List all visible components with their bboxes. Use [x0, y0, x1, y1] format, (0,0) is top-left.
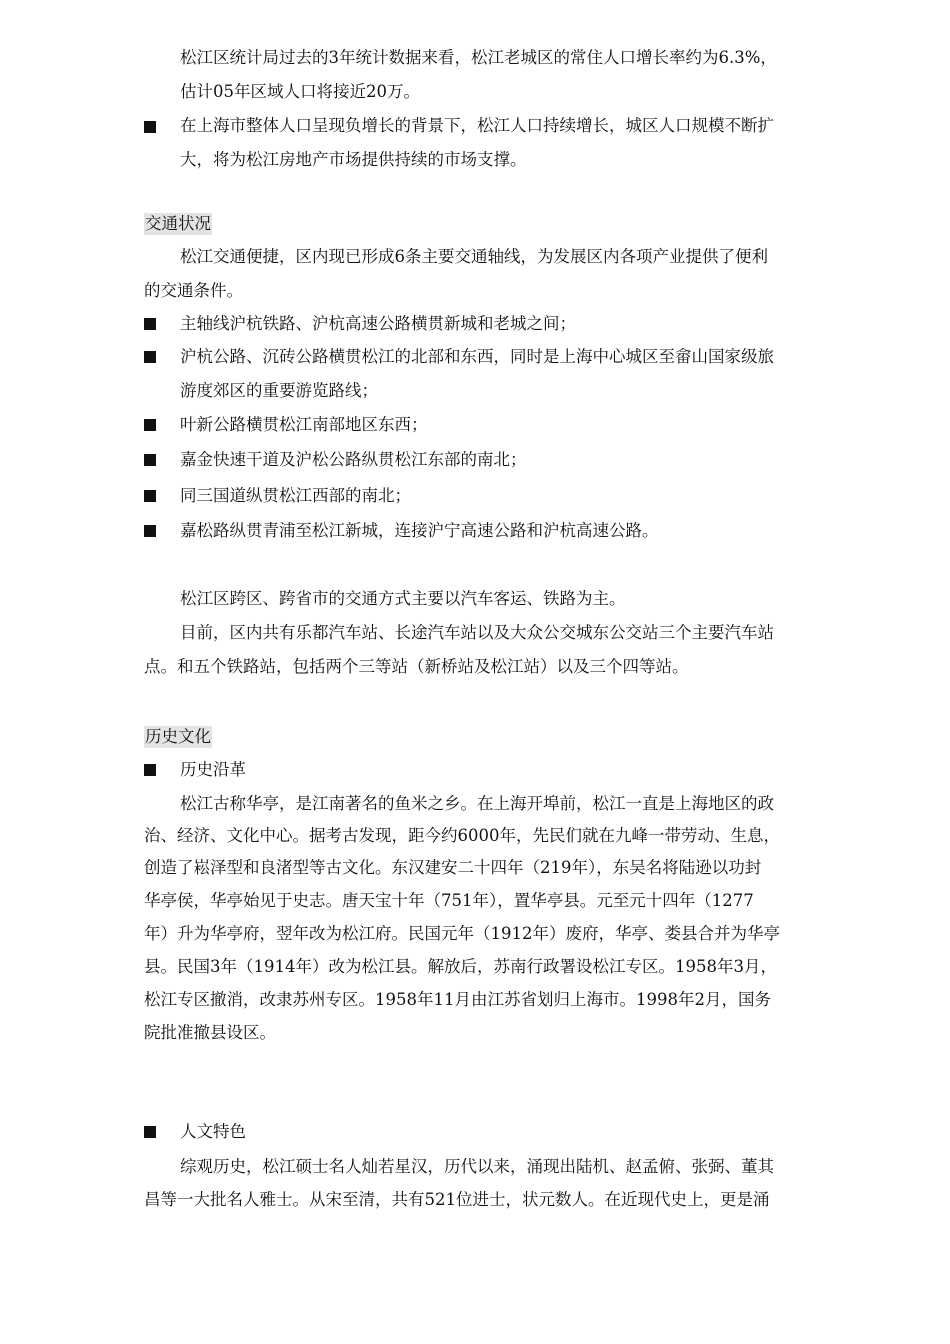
bullet-square-icon — [144, 764, 156, 776]
history-evolution-line-2: 治、经济、文化中心。据考古发现，距今约6000年，先民们就在九峰一带劳动、生息， — [144, 826, 780, 845]
bullet-square-icon — [144, 525, 156, 537]
history-evolution-line-7: 松江专区撤消，改隶苏州专区。1958年11月由江苏省划归上海市。1998年2月，国务 — [144, 990, 771, 1009]
traffic-para-2-line-1: 目前，区内共有乐都汽车站、长途汽车站以及大众公交城东公交站三个主要汽车站 — [180, 623, 774, 642]
history-evolution-line-4: 华亭侯，华亭始见于史志。唐天宝十年（751年），置华亭县。元至元十四年（1277 — [144, 891, 754, 910]
history-subheading-evolution: 历史沿革 — [180, 760, 246, 779]
bullet-square-icon — [144, 318, 156, 330]
traffic-bullet-2-cont: 游度郊区的重要游览路线； — [180, 381, 378, 400]
history-evolution-line-3: 创造了崧泽型和良渚型等古文化。东汉建安二十四年（219年），东吴名将陆逊以功封 — [144, 858, 762, 877]
history-evolution-line-8: 院批准撤县设区。 — [144, 1023, 276, 1042]
traffic-bullet-4: 嘉金快速干道及沪松公路纵贯松江东部的南北； — [180, 450, 527, 469]
traffic-bullet-6: 嘉松路纵贯青浦至松江新城，连接沪宁高速公路和沪杭高速公路。 — [180, 521, 659, 540]
traffic-para-2-line-2: 点。和五个铁路站，包括两个三等站（新桥站及松江站）以及三个四等站。 — [144, 657, 689, 676]
traffic-bullet-1: 主轴线沪杭铁路、沪杭高速公路横贯新城和老城之间； — [180, 314, 576, 333]
bullet-square-icon — [144, 1126, 156, 1138]
bullet-square-icon — [144, 490, 156, 502]
population-text-line-1: 松江区统计局过去的3年统计数据来看，松江老城区的常住人口增长率约为6.3%， — [180, 48, 777, 67]
history-culture-line-2: 昌等一大批名人雅士。从宋至清，共有521位进士，状元数人。在近现代史上，更是涌 — [144, 1190, 770, 1209]
section-heading-history: 历史文化 — [145, 727, 211, 746]
bullet-square-icon — [144, 454, 156, 466]
traffic-para-1: 松江区跨区、跨省市的交通方式主要以汽车客运、铁路为主。 — [180, 589, 626, 608]
traffic-intro-line-1: 松江交通便捷，区内现已形成6条主要交通轴线，为发展区内各项产业提供了便利 — [180, 247, 768, 266]
bullet-square-icon — [144, 351, 156, 363]
history-culture-line-1: 综观历史，松江硕士名人灿若星汉，历代以来，涌现出陆机、赵孟俯、张弼、董其 — [180, 1157, 774, 1176]
section-heading-traffic: 交通状况 — [145, 214, 211, 233]
bullet-square-icon — [144, 121, 156, 133]
traffic-bullet-3: 叶新公路横贯松江南部地区东西； — [180, 415, 428, 434]
history-evolution-line-5: 年）升为华亭府，翌年改为松江府。民国元年（1912年）废府，华亭、娄县合并为华亭 — [144, 924, 780, 943]
traffic-intro-line-2: 的交通条件。 — [144, 281, 243, 300]
history-evolution-line-1: 松江古称华亭，是江南著名的鱼米之乡。在上海开埠前，松江一直是上海地区的政 — [180, 794, 774, 813]
history-evolution-line-6: 县。民国3年（1914年）改为松江县。解放后，苏南行政署设松江专区。1958年3月， — [144, 957, 777, 976]
population-bullet-line-2: 大，将为松江房地产市场提供持续的市场支撑。 — [180, 150, 527, 169]
traffic-bullet-2: 沪杭公路、沉砖公路横贯松江的北部和东西，同时是上海中心城区至畲山国家级旅 — [180, 347, 774, 366]
history-subheading-culture: 人文特色 — [180, 1122, 246, 1141]
population-bullet-line-1: 在上海市整体人口呈现负增长的背景下，松江人口持续增长，城区人口规模不断扩 — [180, 116, 774, 135]
population-text-line-2: 估计05年区域人口将接近20万。 — [180, 82, 420, 101]
traffic-bullet-5: 同三国道纵贯松江西部的南北； — [180, 486, 411, 505]
bullet-square-icon — [144, 419, 156, 431]
